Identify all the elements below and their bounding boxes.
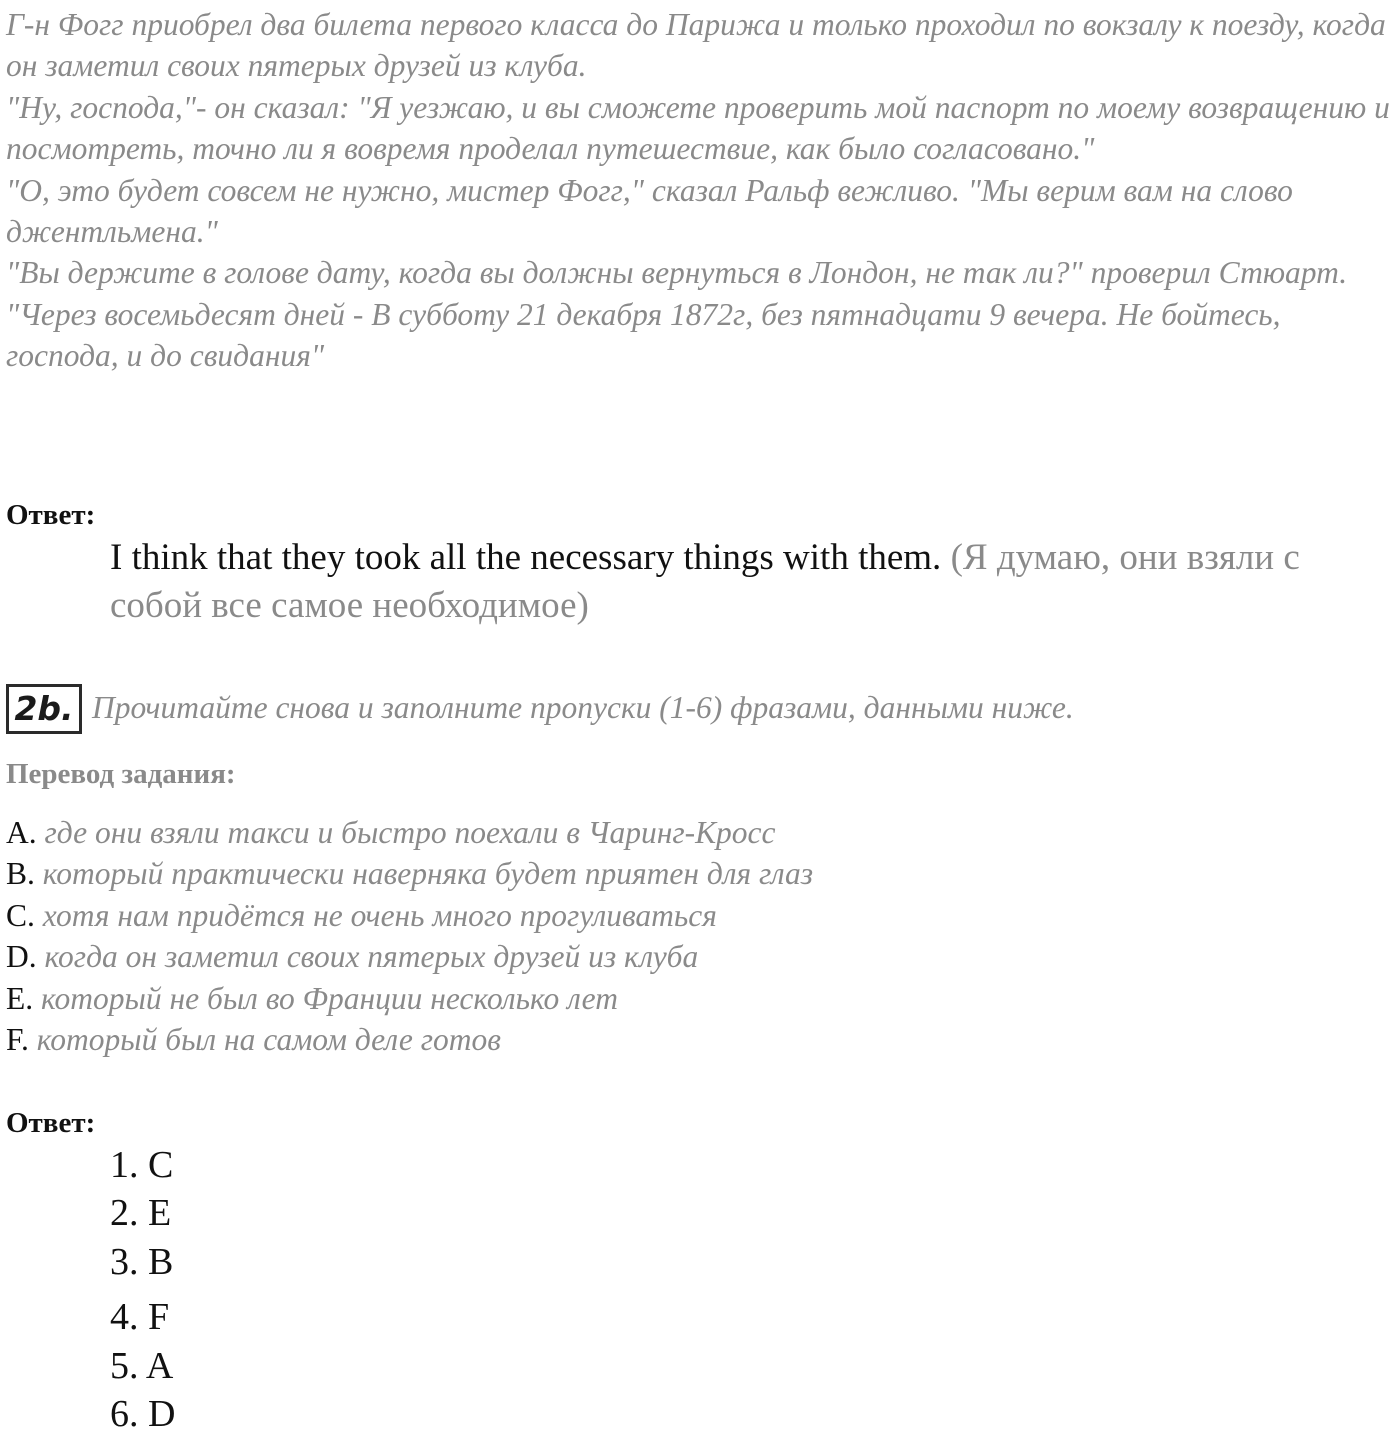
option-text: хотя нам придётся не очень много прогуливаться — [42, 897, 717, 933]
answer-label: Ответ: — [6, 499, 96, 531]
option-item: C. хотя нам придётся не очень много прогуливаться — [6, 897, 717, 933]
option-text: когда он заметил своих пятерых друзей из клуба — [44, 939, 699, 975]
answer-item: 5. A — [110, 1345, 174, 1387]
story-text — [6, 4, 1396, 377]
option-letter: D — [6, 939, 29, 975]
answer-english: I think that they took all the necessary things with them. — [110, 537, 942, 578]
option-item: E. который не был во Франции несколько лет — [6, 980, 618, 1016]
option-item: F. который был на самом деле готов — [6, 1022, 501, 1058]
story-paragraph: Г-н Фогг приобрел два билета первого класса до Парижа и только проходил по вокзалу к поезду, когда он заметил своих пятерых друзей из клуба. — [6, 7, 1386, 84]
translation-title: Перевод задания: — [6, 758, 236, 790]
options-list — [6, 812, 813, 1060]
option-item: D. когда он заметил своих пятерых друзей из клуба — [6, 939, 699, 975]
option-text: который не был во Франции несколько лет — [41, 980, 618, 1016]
answer-item: 3. B — [110, 1241, 174, 1283]
story-paragraph: "Через восемьдесят дней - В субботу 21 декабря 1872г, без пятнадцати 9 вечера. Не бойтесь, господа, и до свидания" — [6, 296, 1281, 374]
answer-russian-translation: (Я думаю, они взяли с собой все самое необходимое) — [110, 537, 1300, 626]
answer-item: 2. E — [110, 1192, 172, 1234]
option-letter: E — [6, 980, 26, 1016]
option-text: который практически наверняка будет приятен для глаз — [42, 856, 814, 892]
option-item: A. где они взяли такси и быстро поехали в Чаринг-Кросс — [6, 815, 776, 850]
option-letter: F — [6, 1022, 21, 1058]
option-letter: A — [6, 815, 29, 850]
task-instruction: Прочитайте снова и заполните пропуски (1-6) фразами, данными ниже. — [92, 690, 1074, 725]
story-paragraph: "Ну, господа,"- он сказал: "Я уезжаю, и вы сможете проверить мой паспорт по моему возвращению и посмотреть, точно ли я вовремя проделал путешествие, как было согласовано." — [6, 89, 1390, 167]
option-item: B. который практически наверняка будет приятен для глаз — [6, 856, 814, 892]
task-number-badge: 2b. — [6, 684, 82, 734]
answer-item: 6. D — [110, 1393, 176, 1435]
answer-label: Ответ: — [6, 1107, 96, 1139]
story-paragraph: "Вы держите в голове дату, когда вы должны вернуться в Лондон, не так ли?" проверил Стюарт. — [6, 255, 1348, 291]
option-text: который был на самом деле готов — [36, 1022, 501, 1058]
option-letter: B — [6, 856, 28, 892]
story-paragraph: "О, это будет совсем не нужно, мистер Фогг," сказал Ральф вежливо. "Мы верим вам на слово джентльмена." — [6, 172, 1293, 250]
option-letter: C — [6, 897, 28, 933]
answer-text — [110, 534, 1380, 630]
answer-item: 4. F — [110, 1296, 170, 1338]
option-text: где они взяли такси и быстро поехали в Чаринг-Кросс — [44, 815, 776, 850]
answer-item: 1. C — [110, 1144, 174, 1186]
